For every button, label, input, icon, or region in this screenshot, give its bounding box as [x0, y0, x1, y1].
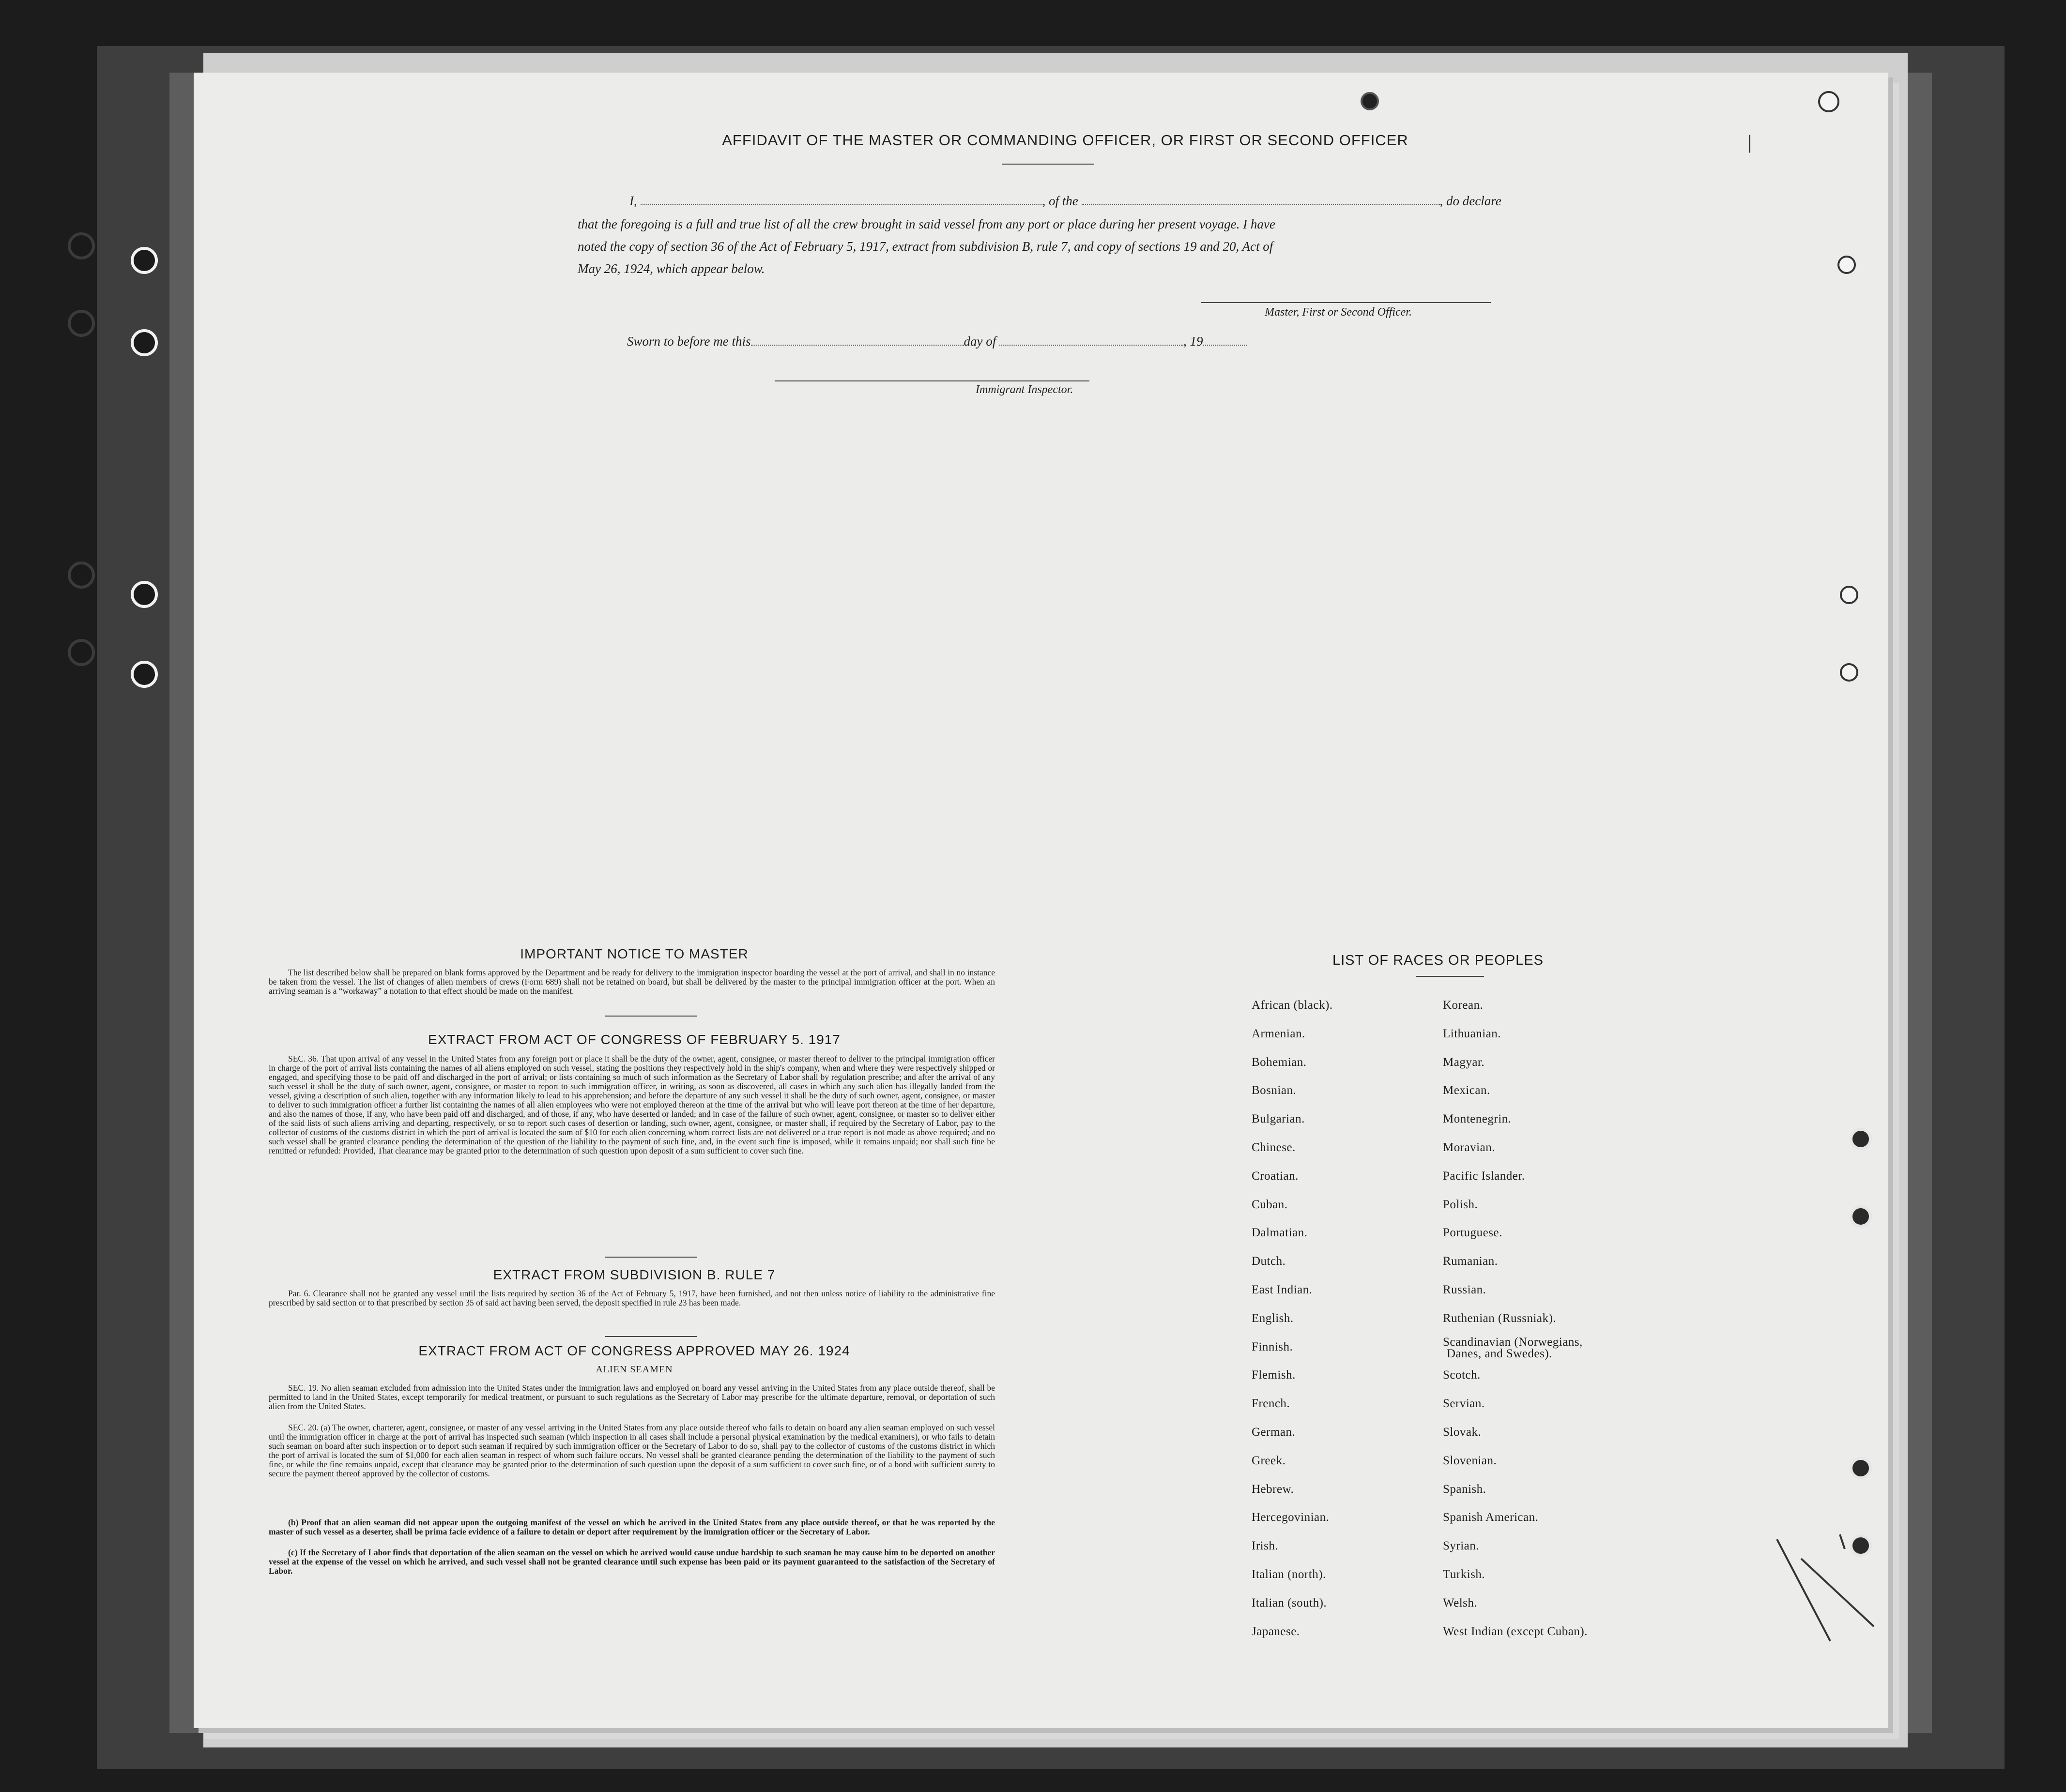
- notice-text: [269, 968, 995, 996]
- race-item: East Indian.: [1252, 1283, 1313, 1296]
- name-blank[interactable]: [641, 193, 1042, 205]
- handwritten-signature-mark: [1772, 1530, 1879, 1646]
- affidavit-line1-suffix: , do declare: [1439, 194, 1501, 208]
- binder-hole: [131, 329, 158, 356]
- extract-1917-title: EXTRACT FROM ACT OF CONGRESS OF FEBRUARY 5. 1917: [428, 1032, 841, 1047]
- race-item: Welsh.: [1443, 1596, 1478, 1610]
- section-divider: [605, 1257, 697, 1258]
- punch-hole: [1850, 1128, 1872, 1150]
- sec19-text: [269, 1383, 995, 1411]
- race-item: English.: [1252, 1312, 1294, 1325]
- race-item: Italian (north).: [1252, 1568, 1326, 1581]
- title-divider: [1002, 164, 1094, 165]
- affidavit-line-2: that the foregoing is a full and true list of all the crew brought in said vessel from any port or place during her present voyage. I have: [578, 217, 1275, 231]
- binder-hole: [68, 310, 95, 337]
- race-item: Dalmatian.: [1252, 1226, 1308, 1239]
- sworn-prefix: Sworn to before me this: [627, 334, 751, 349]
- notice-body: The list described below shall be prepared on blank forms approved by the Department and be ready for delivery to the immigration inspector boarding the vessel at the port of arrival, and shall in no instance be taken from the vessel. The list of changes of alien members of crews (Form 689) shall not be retained on board, but shall be delivered by the master to the principal immigration officer at the port. When an arriving seaman is a “workaway” a notation to that effect should be made on the manifest.: [269, 968, 995, 996]
- race-item: Hercegovinian.: [1252, 1511, 1330, 1524]
- inspector-signature-line[interactable]: [775, 380, 1089, 381]
- races-divider: [1416, 976, 1484, 977]
- extract-1924-title: EXTRACT FROM ACT OF CONGRESS APPROVED MAY 26. 1924: [418, 1343, 850, 1358]
- race-item: Finnish.: [1252, 1340, 1293, 1353]
- extract-rule7-text: [269, 1289, 995, 1307]
- punch-hole: [1850, 1205, 1872, 1228]
- punch-hole: [1837, 256, 1856, 274]
- sworn-line: [627, 333, 1247, 349]
- sworn-mid: day of: [964, 334, 996, 349]
- sworn-day-blank[interactable]: [751, 333, 964, 346]
- race-item: Bohemian.: [1252, 1056, 1307, 1069]
- race-item: Magyar.: [1443, 1056, 1485, 1069]
- race-item: Syrian.: [1443, 1539, 1480, 1552]
- sworn-year-blank[interactable]: [1203, 333, 1247, 346]
- race-item: Scandinavian (Norwegians,: [1443, 1336, 1583, 1349]
- affidavit-title: AFFIDAVIT OF THE MASTER OR COMMANDING OFFICER, OR FIRST OR SECOND OFFICER: [722, 132, 1408, 149]
- section-divider: [605, 1336, 697, 1337]
- races-title: LIST OF RACES OR PEOPLES: [1332, 953, 1544, 968]
- sec20a-text: [269, 1423, 995, 1478]
- notice-title: IMPORTANT NOTICE TO MASTER: [520, 946, 749, 961]
- race-item: Flemish.: [1252, 1368, 1296, 1382]
- race-item: Montenegrin.: [1443, 1112, 1512, 1125]
- race-item: Spanish American.: [1443, 1511, 1539, 1524]
- race-item: Bulgarian.: [1252, 1112, 1305, 1125]
- sec20c-text: [269, 1548, 995, 1576]
- race-item: Korean.: [1443, 999, 1484, 1012]
- race-item: Irish.: [1252, 1539, 1279, 1552]
- race-item: Slovenian.: [1443, 1454, 1497, 1467]
- sworn-suffix: , 19: [1183, 334, 1203, 349]
- punch-hole: [1840, 663, 1858, 682]
- binder-hole: [131, 661, 158, 688]
- affidavit-line-1: [629, 193, 1501, 209]
- race-item: Spanish.: [1443, 1483, 1486, 1496]
- race-item: Scotch.: [1443, 1368, 1481, 1382]
- race-item: Mexican.: [1443, 1084, 1490, 1097]
- binder-hole: [131, 581, 158, 608]
- race-item: Chinese.: [1252, 1141, 1296, 1154]
- race-item: African (black).: [1252, 999, 1333, 1012]
- race-item: West Indian (except Cuban).: [1443, 1625, 1588, 1638]
- sec20b-body: (b) Proof that an alien seaman did not appear upon the outgoing manifest of the vessel on which he arrived in the United States from any place outside thereof, or that he was reported by the master of such vessel as a deserter, shall be prima facie evidence of a failure to detain or deport after requirement by the immigration officer or the Secretary of Labor.: [269, 1518, 995, 1536]
- extract-rule7-title: EXTRACT FROM SUBDIVISION B. RULE 7: [493, 1267, 776, 1282]
- race-item: Slovak.: [1443, 1426, 1482, 1439]
- affidavit-line-4: May 26, 1924, which appear below.: [578, 261, 765, 276]
- affidavit-page: [194, 73, 1888, 1728]
- extract-1917-body: SEC. 36. That upon arrival of any vessel in the United States from any foreign port or place it shall be the duty of the owner, agent, consignee, or master thereof to deliver to the principal immigration officer in charge of the port of arrival lists containing the names of all aliens employed on such vessel, stating the positions they respectively hold in the ship's company, when and where they were respectively shipped or engaged, and specifying those to be paid off and discharged in the port of arrival; or lists containing so much of such information as the Secretary of Labor shall by regulation prescribe; and after the arrival of any such vessel it shall be the duty of such owner, agent, consignee, or master to report to such immigration officer, in writing, as soon as discovered, all cases in which any such alien has illegally landed from the vessel, giving a description of such alien, together with any information likely to lead to his apprehension; and before the departure of any such vessel it shall be the duty of such owner, agent, consignee, or master to deliver to such immigration officer a further list containing the names of all alien employees who were not employed thereon at the time of the arrival but who will leave port thereon at the time of her departure, and also the names of those, if any, who have been paid off and discharged, and of those, if any, who have deserted or landed; and in case of the failure of such owner, agent, consignee, or master so to deliver either of the said lists of such aliens arriving and departing, respectively, or so to report such cases of desertion or landing, such owner, agent, consignee, or master shall, if required by the Secretary of Labor, pay to the collector of customs of the customs district in which the port of arrival is located the sum of $10 for each alien concerning whom correct lists are not delivered or a true report is not made as above required; and no such vessel shall be granted clearance pending the determination of the question of the liability to the payment of such fine, and, in the event such fine is imposed, while it remains unpaid; nor shall such fine be remitted or refunded: Provided, That clearance may be granted prior to the determination of such question upon deposit of a sum sufficient to cover such fine.: [269, 1054, 995, 1155]
- alien-seamen-subtitle: ALIEN SEAMEN: [596, 1364, 673, 1375]
- punch-hole: [1840, 586, 1858, 604]
- binder-hole: [68, 562, 95, 589]
- inspector-signature-label: Immigrant Inspector.: [976, 383, 1073, 396]
- race-item: Dutch.: [1252, 1255, 1286, 1268]
- binder-hole: [131, 247, 158, 274]
- race-item: Greek.: [1252, 1454, 1286, 1467]
- race-item: Italian (south).: [1252, 1596, 1327, 1610]
- master-signature-line[interactable]: [1201, 302, 1491, 303]
- sec20c-body: (c) If the Secretary of Labor finds that deportation of the alien seaman on the vessel on which he arrived would cause undue hardship to such seaman he may cause him to be deported on another vessel at the expense of the vessel on which he arrived, and such vessel shall not be granted clearance until such expense has been paid or its payment guaranteed to the satisfaction of the Secretary of Labor.: [269, 1548, 995, 1576]
- race-item: Ruthenian (Russniak).: [1443, 1312, 1557, 1325]
- race-item: Polish.: [1443, 1198, 1478, 1211]
- race-item: German.: [1252, 1426, 1296, 1439]
- handwritten-mark: |: [1748, 131, 1752, 153]
- race-item: Rumanian.: [1443, 1255, 1498, 1268]
- race-item: Hebrew.: [1252, 1483, 1294, 1496]
- affidavit-line1-mid: , of the: [1042, 194, 1078, 208]
- race-item: Cuban.: [1252, 1198, 1288, 1211]
- sec20a-body: SEC. 20. (a) The owner, charterer, agent, consignee, or master of any vessel arriving in the United States from any place outside thereof who fails to detain on board any alien seaman employed on such vessel until the immigration officer in charge at the port of arrival has inspected such seaman (which inspection in all cases shall include a personal physical examination by the medical examiners), or who fails to detain such seaman on board after such inspection or to deport such seaman if required by such immigration officer or the Secretary of Labor to do so, shall pay to the collector of customs of the customs district in which the port of arrival is located the sum of $1,000 for each alien seaman in respect of whom such failure occurs. No vessel shall be granted clearance pending the determination of the liability to the payment of such fine, or while the fine remains unpaid, except that clearance may be granted prior to the determination of such question upon the deposit of a sum sufficient to cover such fine, or of a bond with sufficient surety to secure the payment thereof approved by the collector of customs.: [269, 1423, 995, 1478]
- sworn-month-blank[interactable]: [999, 333, 1183, 346]
- sec20b-text: [269, 1518, 995, 1536]
- extract-rule7-body: Par. 6. Clearance shall not be granted any vessel until the lists required by section 36 of the Act of February 5, 1917, have been furnished, and not then unless notice of liability to the administrative fine prescribed by said section or to that prescribed by section 35 of said act having been served, the deposit specified in rule 23 has been made.: [269, 1289, 995, 1307]
- punch-hole: [1818, 91, 1839, 112]
- affidavit-line1-prefix: I,: [629, 194, 637, 208]
- race-item: Servian.: [1443, 1397, 1485, 1410]
- vessel-blank[interactable]: [1082, 193, 1440, 205]
- affidavit-line-3: noted the copy of section 36 of the Act of February 5, 1917, extract from subdivision B, rule 7, and copy of sections 19 and 20, Act of: [578, 239, 1273, 254]
- race-item: Pacific Islander.: [1443, 1169, 1525, 1183]
- section-divider: [605, 1016, 697, 1017]
- race-item: Lithuanian.: [1443, 1027, 1501, 1040]
- race-item: Moravian.: [1443, 1141, 1495, 1154]
- race-item: Japanese.: [1252, 1625, 1300, 1638]
- race-item: Croatian.: [1252, 1169, 1299, 1183]
- race-item: Armenian.: [1252, 1027, 1305, 1040]
- master-signature-label: Master, First or Second Officer.: [1265, 306, 1412, 319]
- binder-hole: [68, 232, 95, 259]
- race-item: Bosnian.: [1252, 1084, 1297, 1097]
- race-item: Turkish.: [1443, 1568, 1485, 1581]
- punch-hole: [1361, 92, 1379, 110]
- punch-hole: [1850, 1457, 1872, 1479]
- binder-hole: [68, 639, 95, 666]
- race-item: Russian.: [1443, 1283, 1486, 1296]
- sec19-body: SEC. 19. No alien seaman excluded from admission into the United States under the immigration laws and employed on board any vessel arriving in the United States from any place outside thereof, shall be permitted to land in the United States, except temporarily for medical treatment, or pursuant to such regulations as the Secretary of Labor may prescribe for the ultimate departure, removal, or deportation of such alien from the United States.: [269, 1383, 995, 1411]
- race-item: Portuguese.: [1443, 1226, 1502, 1239]
- race-item: French.: [1252, 1397, 1290, 1410]
- race-item-continued: Danes, and Swedes).: [1447, 1347, 1552, 1360]
- extract-1917-text: [269, 1054, 995, 1155]
